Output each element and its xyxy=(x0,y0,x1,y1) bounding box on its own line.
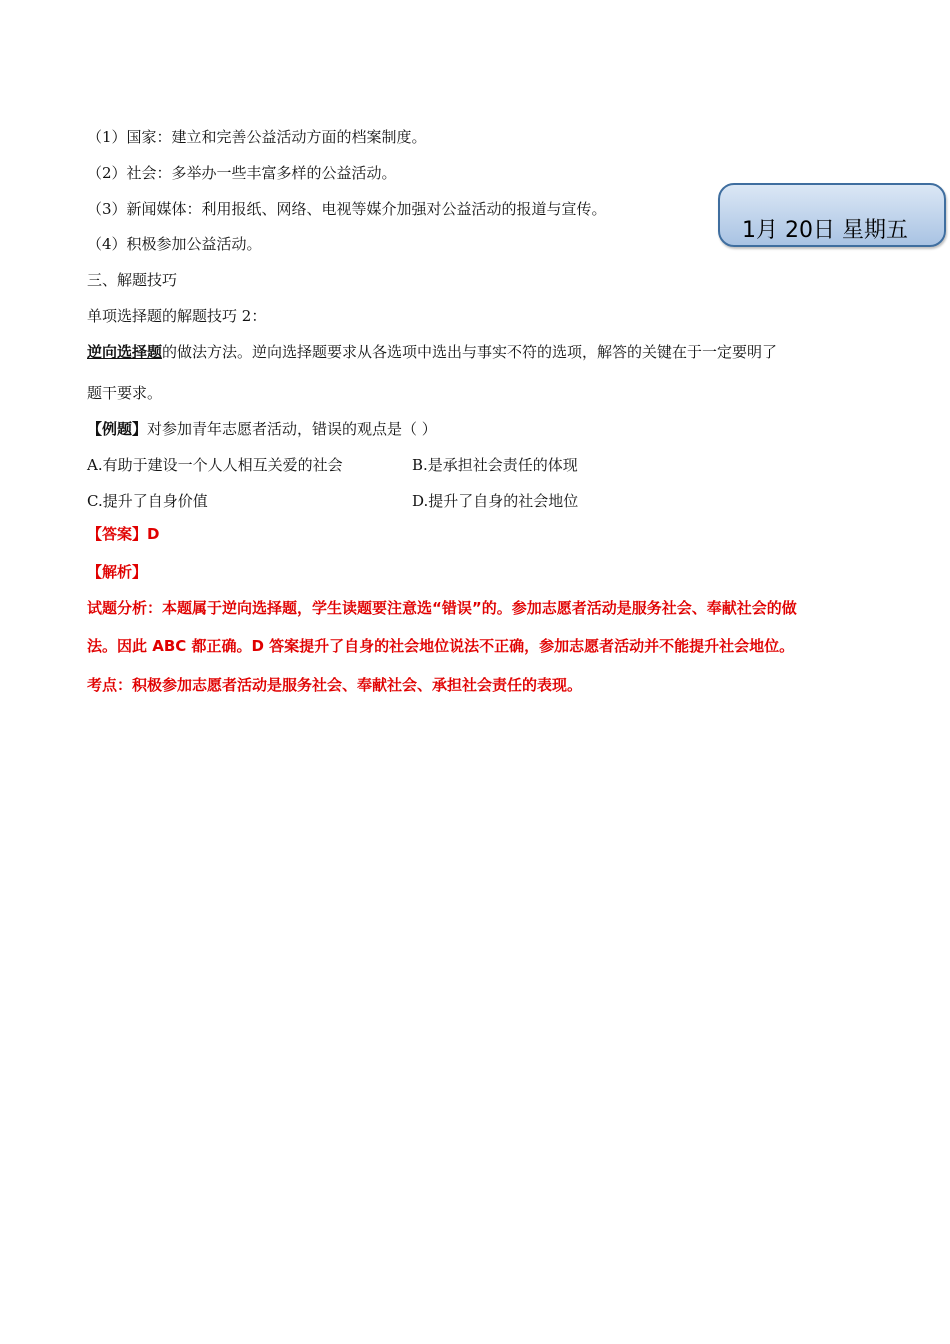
analysis-line-2: 法。因此 ABC 都正确。D 答案提升了自身的社会地位说法不正确，参加志愿者活动并不能提升社会地位。 xyxy=(87,637,795,655)
section-title: 三、解题技巧 xyxy=(87,271,178,289)
tip-paragraph-line-1 xyxy=(87,342,777,362)
options-row-1 xyxy=(87,455,887,475)
example-question: 对参加青年志愿者活动，错误的观点是（ ） xyxy=(147,420,437,438)
options-row-2 xyxy=(87,491,887,511)
date-badge-text: 1月 20日 星期五 xyxy=(742,218,908,243)
measure-1: （1）国家：建立和完善公益活动方面的档案制度。 xyxy=(87,128,427,146)
answer: 【答案】D xyxy=(87,525,160,543)
tip-text-line-2: 题干要求。 xyxy=(87,384,163,402)
tip-term: 逆向选择题 xyxy=(87,343,163,361)
analysis-line-1: 试题分析：本题属于逆向选择题，学生读题要注意选“错误”的。参加志愿者活动是服务社会、奉献社会的做 xyxy=(87,599,797,617)
example-question-line xyxy=(87,419,437,439)
option-b: B.是承担社会责任的体现 xyxy=(412,456,578,474)
measure-3: （3）新闻媒体：利用报纸、网络、电视等媒介加强对公益活动的报道与宣传。 xyxy=(87,200,607,218)
example-label: 【例题】 xyxy=(87,420,148,438)
date-badge xyxy=(718,183,946,247)
option-d: D.提升了自身的社会地位 xyxy=(412,492,579,510)
option-c: C.提升了自身价值 xyxy=(87,492,208,510)
analysis-line-3: 考点：积极参加志愿者活动是服务社会、奉献社会、承担社会责任的表现。 xyxy=(87,676,583,694)
option-a: A.有助于建设一个人人相互关爱的社会 xyxy=(87,456,343,474)
tip-text-line-1: 的做法方法。逆向选择题要求从各选项中选出与事实不符的选项，解答的关键在于一定要明了 xyxy=(162,343,778,361)
measure-2: （2）社会：多举办一些丰富多样的公益活动。 xyxy=(87,164,397,182)
tip-title: 单项选择题的解题技巧 2： xyxy=(87,307,267,325)
analysis-label: 【解析】 xyxy=(87,563,148,581)
measure-4: （4）积极参加公益活动。 xyxy=(87,235,262,253)
